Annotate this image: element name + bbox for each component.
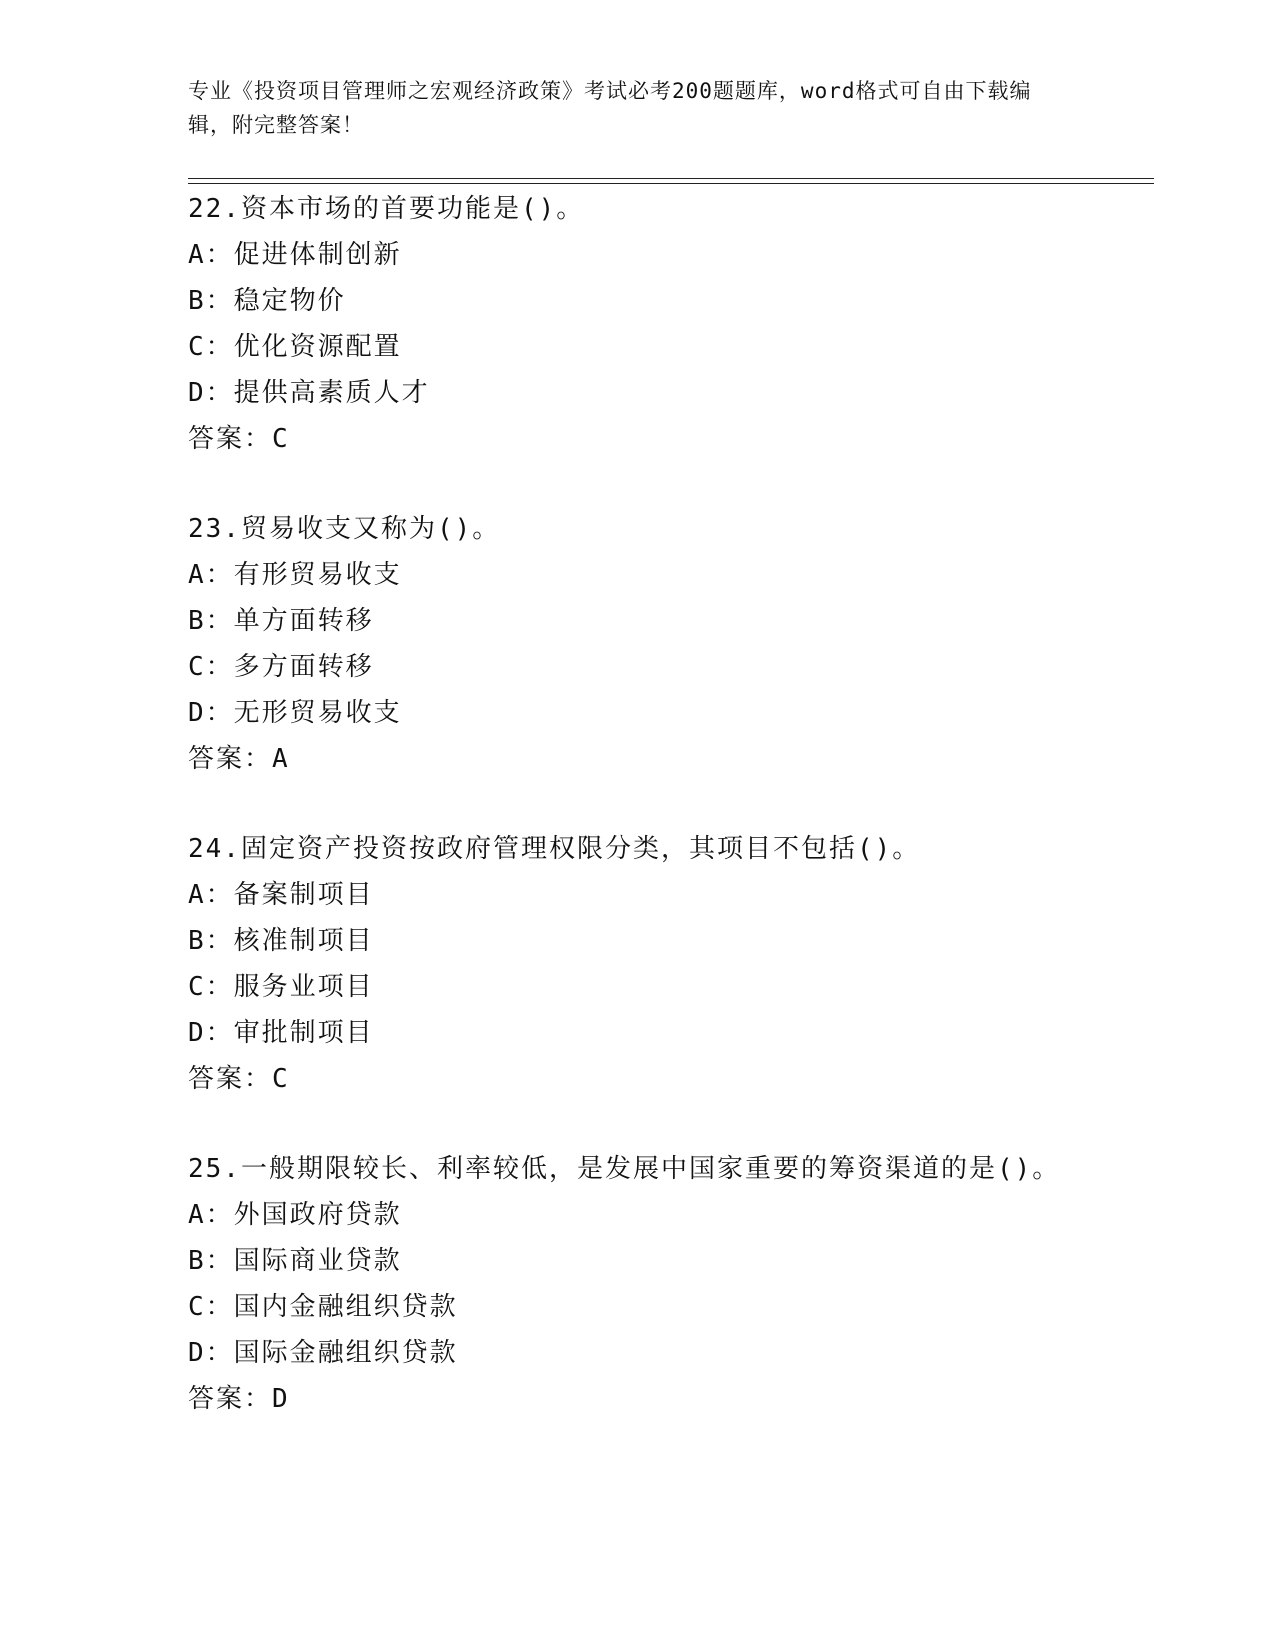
- document-intro: 专业《投资项目管理师之宏观经济政策》考试必考200题题库，word格式可自由下载编辑，附完整答案！: [188, 79, 1032, 137]
- question-stem: 23.贸易收支又称为()。: [188, 514, 501, 544]
- option-d: D：审批制项目: [188, 1018, 374, 1048]
- option-c: C：国内金融组织贷款: [188, 1292, 458, 1322]
- option-c: C：服务业项目: [188, 972, 374, 1002]
- option-a: A：促进体制创新: [188, 240, 402, 270]
- option-b: B：核准制项目: [188, 926, 374, 956]
- option-d: D：无形贸易收支: [188, 698, 402, 728]
- question-22: [188, 186, 1154, 462]
- answer-label: 答案：: [188, 424, 273, 454]
- option-c: C：优化资源配置: [188, 332, 402, 362]
- option-a: A：有形贸易收支: [188, 560, 402, 590]
- answer-value: C: [272, 424, 288, 454]
- answer-line: [188, 1376, 1154, 1422]
- question-stem: 22.资本市场的首要功能是()。: [188, 194, 585, 224]
- question-stem: 25.一般期限较长、利率较低，是发展中国家重要的筹资渠道的是()。: [188, 1154, 1061, 1184]
- answer-line: [188, 1056, 1154, 1102]
- answer-value: D: [272, 1384, 288, 1414]
- option-b: B：单方面转移: [188, 606, 374, 636]
- header-divider-bottom: [188, 183, 1154, 184]
- answer-label: 答案：: [188, 1384, 273, 1414]
- question-25: [188, 1146, 1154, 1422]
- header-divider-top: [188, 178, 1154, 179]
- answer-label: 答案：: [188, 744, 273, 774]
- answer-value: C: [272, 1064, 288, 1094]
- question-24: [188, 826, 1154, 1102]
- option-c: C：多方面转移: [188, 652, 374, 682]
- option-a: A：外国政府贷款: [188, 1200, 402, 1230]
- option-b: B：国际商业贷款: [188, 1246, 402, 1276]
- answer-value: A: [272, 744, 288, 774]
- answer-line: [188, 736, 1154, 782]
- option-d: D：提供高素质人才: [188, 378, 430, 408]
- option-b: B：稳定物价: [188, 286, 346, 316]
- question-23: [188, 506, 1154, 782]
- answer-label: 答案：: [188, 1064, 273, 1094]
- answer-line: [188, 416, 1154, 462]
- option-d: D：国际金融组织贷款: [188, 1338, 458, 1368]
- option-a: A：备案制项目: [188, 880, 374, 910]
- question-stem: 24.固定资产投资按政府管理权限分类，其项目不包括()。: [188, 834, 921, 864]
